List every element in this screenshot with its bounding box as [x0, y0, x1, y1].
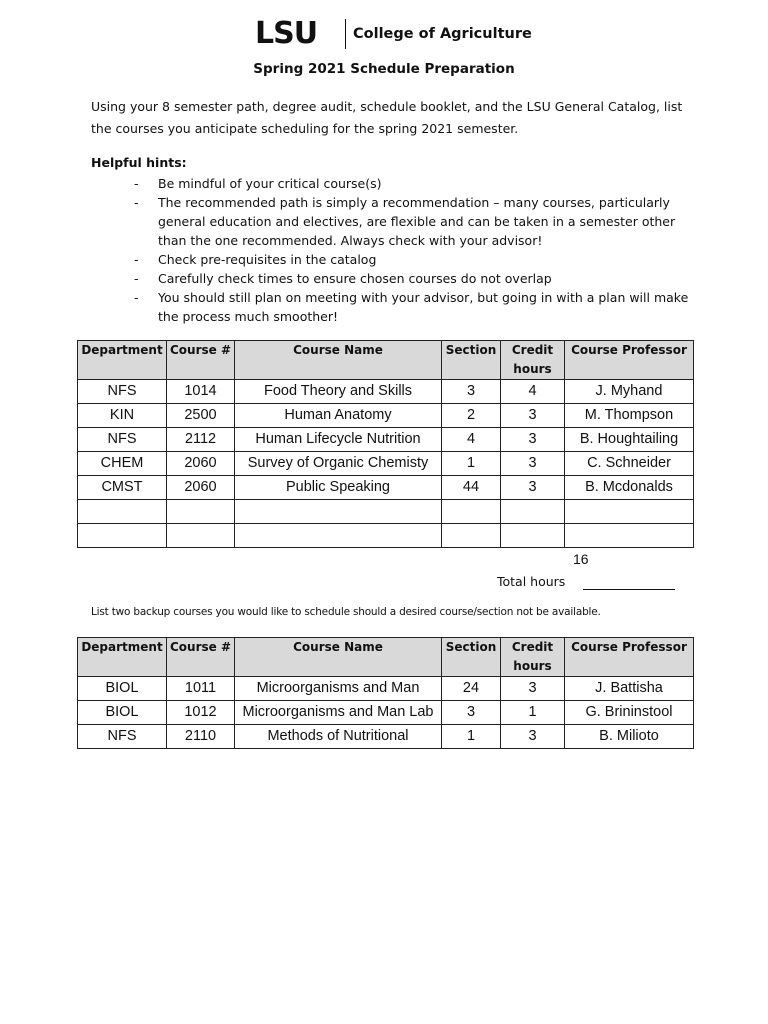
cell-section: 24: [442, 677, 501, 701]
header-course-professor: Course Professor: [565, 341, 694, 380]
cell-credit-hours: 1: [501, 701, 565, 725]
cell-section: [442, 524, 501, 548]
cell-section: 4: [442, 428, 501, 452]
cell-course-professor: [565, 500, 694, 524]
cell-course-number: 2060: [167, 476, 235, 500]
cell-course-number: 2112: [167, 428, 235, 452]
cell-course-name: Human Anatomy: [235, 404, 442, 428]
header-department: Department: [78, 341, 167, 380]
cell-department: NFS: [78, 380, 167, 404]
header-course-number: Course #: [167, 638, 235, 677]
cell-course-professor: M. Thompson: [565, 404, 694, 428]
cell-credit-hours: 3: [501, 404, 565, 428]
cell-section: 3: [442, 701, 501, 725]
cell-course-number: [167, 524, 235, 548]
table-row: [78, 428, 694, 452]
table-row: [78, 452, 694, 476]
hints-title: Helpful hints:: [91, 155, 187, 170]
hint-item: - The recommended path is simply a recommendation – many courses, particularly general education and electives, are flexible and can be taken in a semester other than the one recommended. Always check with your advisor!: [134, 195, 676, 248]
lsu-logo: LSU: [255, 16, 318, 51]
cell-credit-hours: 3: [501, 476, 565, 500]
logo-divider: [345, 19, 346, 49]
cell-course-name: Microorganisms and Man: [235, 677, 442, 701]
hints-list: [134, 174, 694, 326]
cell-course-name: Food Theory and Skills: [235, 380, 442, 404]
cell-department: [78, 500, 167, 524]
backup-table: [77, 637, 694, 749]
cell-course-number: 2060: [167, 452, 235, 476]
cell-credit-hours: 4: [501, 380, 565, 404]
header-credit-hours: Credit hours: [501, 638, 565, 677]
cell-department: NFS: [78, 725, 167, 749]
cell-course-name: Public Speaking: [235, 476, 442, 500]
table-row: [78, 677, 694, 701]
header-section: Section: [442, 638, 501, 677]
hint-text: Be mindful of your critical course(s): [158, 176, 382, 191]
cell-section: 1: [442, 725, 501, 749]
header-course-name: Course Name: [235, 638, 442, 677]
page-title: Spring 2021 Schedule Preparation: [253, 61, 515, 77]
hint-text: Check pre-requisites in the catalog: [158, 252, 377, 267]
header-credit-hours: Credit hours: [501, 341, 565, 380]
cell-department: KIN: [78, 404, 167, 428]
table-row: [78, 524, 694, 548]
cell-course-name: Survey of Organic Chemisty: [235, 452, 442, 476]
table-row: [78, 500, 694, 524]
cell-section: 1: [442, 452, 501, 476]
cell-credit-hours: 3: [501, 452, 565, 476]
header-department: Department: [78, 638, 167, 677]
hint-item: - You should still plan on meeting with your advisor, but going in with a plan will make the process much smoother!: [134, 290, 689, 324]
cell-credit-hours: 3: [501, 428, 565, 452]
table-row: [78, 404, 694, 428]
total-hours-label: Total hours: [497, 574, 566, 589]
cell-section: 2: [442, 404, 501, 428]
cell-course-name: Microorganisms and Man Lab: [235, 701, 442, 725]
table-row: [78, 476, 694, 500]
schedule-table: [77, 340, 694, 548]
hint-item: - Carefully check times to ensure chosen courses do not overlap: [134, 271, 552, 286]
hint-item: - Check pre-requisites in the catalog: [134, 252, 377, 267]
cell-course-professor: B. Milioto: [565, 725, 694, 749]
hint-text: Carefully check times to ensure chosen courses do not overlap: [158, 271, 552, 286]
cell-course-number: 1014: [167, 380, 235, 404]
cell-department: BIOL: [78, 701, 167, 725]
table-row: [78, 380, 694, 404]
header-course-professor: Course Professor: [565, 638, 694, 677]
cell-course-name: Methods of Nutritional: [235, 725, 442, 749]
hint-text: You should still plan on meeting with your advisor, but going in with a plan will make the process much smoother!: [158, 290, 689, 324]
header-section: Section: [442, 341, 501, 380]
cell-course-professor: C. Schneider: [565, 452, 694, 476]
cell-section: 44: [442, 476, 501, 500]
cell-course-professor: B. Mcdonalds: [565, 476, 694, 500]
cell-department: BIOL: [78, 677, 167, 701]
cell-course-name: [235, 524, 442, 548]
cell-course-professor: J. Myhand: [565, 380, 694, 404]
table-header-row: [78, 638, 694, 677]
cell-course-professor: G. Brininstool: [565, 701, 694, 725]
cell-section: 3: [442, 380, 501, 404]
cell-department: CHEM: [78, 452, 167, 476]
cell-course-name: Human Lifecycle Nutrition: [235, 428, 442, 452]
hint-item: - Be mindful of your critical course(s): [134, 176, 382, 191]
cell-section: [442, 500, 501, 524]
cell-course-professor: B. Houghtailing: [565, 428, 694, 452]
cell-department: CMST: [78, 476, 167, 500]
table-row: [78, 701, 694, 725]
cell-credit-hours: [501, 500, 565, 524]
total-hours-underline: [583, 589, 675, 590]
cell-course-professor: [565, 524, 694, 548]
header-course-name: Course Name: [235, 341, 442, 380]
cell-course-professor: J. Battisha: [565, 677, 694, 701]
cell-course-number: 1011: [167, 677, 235, 701]
header-course-number: Course #: [167, 341, 235, 380]
cell-credit-hours: 3: [501, 677, 565, 701]
cell-credit-hours: [501, 524, 565, 548]
header: [0, 17, 768, 53]
college-name: College of Agriculture: [353, 26, 532, 42]
cell-course-number: 1012: [167, 701, 235, 725]
intro-text: Using your 8 semester path, degree audit, schedule booklet, and the LSU General Catalog, list the courses you anticipate scheduling for the spring 2021 semester.: [91, 99, 683, 136]
cell-department: NFS: [78, 428, 167, 452]
cell-department: [78, 524, 167, 548]
cell-course-name: [235, 500, 442, 524]
hint-text: The recommended path is simply a recommendation – many courses, particularly general education and electives, are flexible and can be taken in a semester other than the one recommended. Always check with your advisor!: [158, 195, 676, 248]
cell-course-number: [167, 500, 235, 524]
cell-course-number: 2500: [167, 404, 235, 428]
cell-credit-hours: 3: [501, 725, 565, 749]
backup-instructions: List two backup courses you would like to schedule should a desired course/section not be available.: [91, 606, 601, 618]
table-row: [78, 725, 694, 749]
table-header-row: [78, 341, 694, 380]
total-hours-value: 16: [573, 551, 589, 567]
cell-course-number: 2110: [167, 725, 235, 749]
